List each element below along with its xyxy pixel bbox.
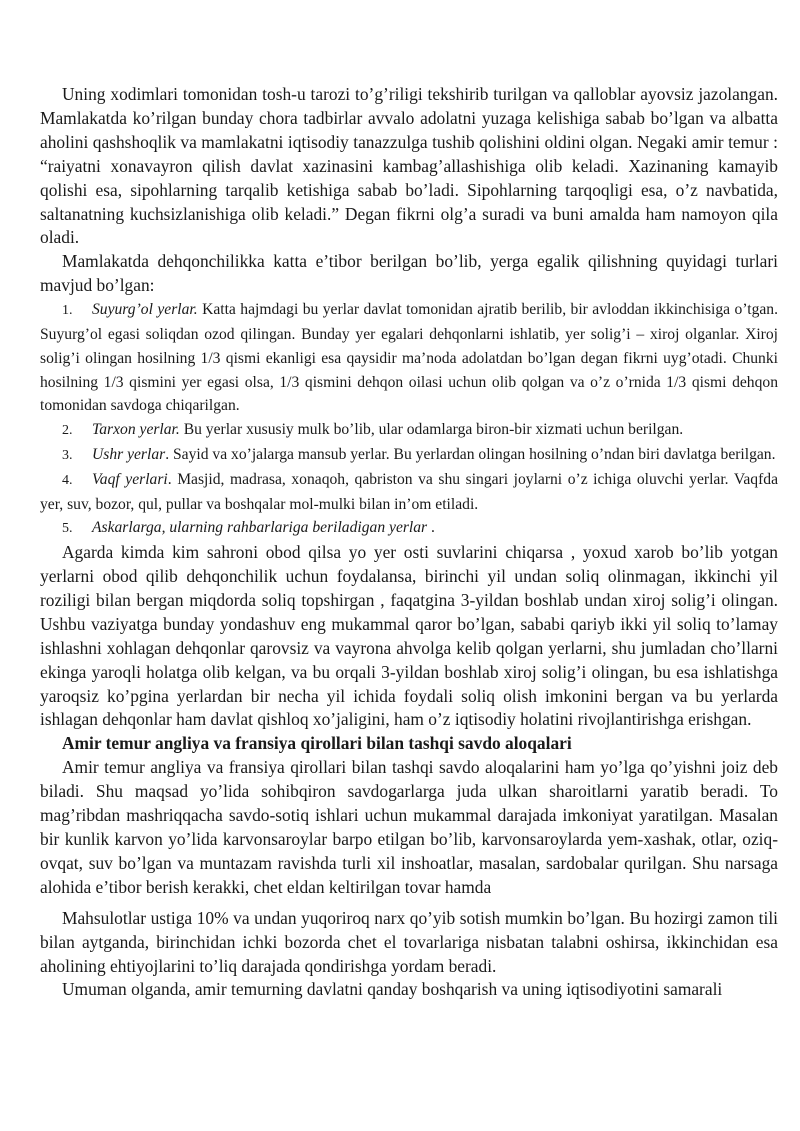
list-text: . Sayid va xo’jalarga mansub yerlar. Bu yerlardan olingan hosilning o’ndan biri davlatga berilgan.: [165, 445, 776, 463]
paragraph-3: Agarda kimda kim sahroni obod qilsa yo yer osti suvlarini chiqarsa , yoxud xarob bo’lib yotgan yerlarni obod qilib dehqonchilik uchun foydalansa, birinchi yil undan soliq olinmagan, ikkinchi yil roziligi bilan bergan miqdorda soliq topshirgan , faqatgina 3-yildan boshlab undan xiroj solig’i olingan. Ushbu vaziyatga bunday yondashuv eng mukammal qaror bo’lgan, sababi qariyb ikki yil soliq to’lamay ishlashni xohlagan dehqonlar qarovsiz va vayrona ahvolga kelib qolgan yerlarni, shu jumladan cho’llarni ekinga yaroqli holatga olib kelgan, va bu orqali 3-yildan boshlab xiroj solig’i olingan, bu esa ishlatishga yaroqsiz ko’pgina yerlardan bir necha yil ichida foydali soliq olish imkonini bergan va bu yerlarda ishlagan dehqonlar ham davlat qishloq xo’jaligini, ham o’z iqtisodiy holatini rivojlantirishga erishgan.: [40, 542, 778, 730]
land-types-list: [40, 298, 778, 541]
list-item: [40, 468, 778, 517]
list-number: 4.: [62, 472, 73, 488]
list-term: Vaqf yerlari: [92, 470, 168, 488]
list-text: .: [427, 519, 435, 537]
document-page: [40, 83, 778, 1002]
list-item: [40, 418, 778, 443]
list-item: [40, 443, 778, 468]
list-text: Bu yerlar xususiy mulk bo’lib, ular odamlarga biron-bir xizmati uchun berilgan.: [179, 421, 684, 439]
list-term: Suyurg’ol yerlar.: [92, 301, 198, 319]
paragraph-gap: [40, 900, 778, 907]
paragraph-1: Uning xodimlari tomonidan tosh-u tarozi to’g’riligi tekshirib turilgan va qalloblar ayovsiz jazolangan. Mamlakatda ko’rilgan bunday chora tadbirlar avvalo adolatni yuzaga kelishiga sabab bo’lgan va albatta aholini qashshoqlik va mamlakatni iqtisodiy tanazzulga tushib qolishini oldini olgan. Negaki amir temur : “raiyatni xonavayron qilish davlat xazinasini kambag’allashishiga olib keladi. Xazinaning kamayib qolishi esa, sipohlarning tarqalib ketishiga sabab bo’ladi. Sipohlarning tarqoqligi esa, o’z navbatida, saltanatning kuchsizlanishiga olib keladi.” Degan fikrni olg’a suradi va buni amalda ham namoyon qila oladi.: [40, 84, 778, 248]
list-text: . Masjid, madrasa, xonaqoh, qabriston va shu singari joylarni o’z ichiga oluvchi yerlar. Vaqfda yer, suv, bozor, qul, pullar va boshqalar mol-mulki bilan in’om etiladi.: [40, 470, 779, 513]
list-term: Tarxon yerlar.: [92, 421, 180, 439]
paragraph-6: Umuman olganda, amir temurning davlatni qanday boshqarish va uning iqtisodiyotini samarali: [62, 979, 723, 1000]
list-number: 1.: [62, 303, 73, 319]
list-text: Katta hajmdagi bu yerlar davlat tomonidan ajratib berilib, bir avloddan ikkinchisiga o’tgan. Suyurg’ol egasi soliqdan ozod qilingan. Bunday yer egalari dehqonlarni ishlatib, yer solig’i – xiroj olganlar. Xiroj solig’i olingan hosilning 1/3 qismi ekanligi esa qaysidir ma’noda adolatdan bo’lgan degan fikrni uyg’otadi. Chunki hosilning 1/3 qismini yer egasi olsa, 1/3 qismini dehqon oilasi uchun olib qolgan va o’z o’rnida 1/3 qismi dehqon tomonidan savdoga chiqarilgan.: [40, 301, 778, 415]
list-number: 2.: [62, 423, 73, 439]
list-item: [40, 298, 778, 418]
list-number: 3.: [62, 447, 73, 463]
list-term: Ushr yerlar: [92, 445, 166, 463]
section-heading: Amir temur angliya va fransiya qirollari bilan tashqi savdo aloqalari: [62, 733, 572, 754]
paragraph-5: Mahsulotlar ustiga 10% va undan yuqoriroq narx qo’yib sotish mumkin bo’lgan. Bu hozirgi zamon tili bilan aytganda, birinchidan ichki bozorda chet el tovarlariga nisbatan talabni oshirsa, ikkinchidan esa aholining ehtiyojlarini to’liq darajada qondirishga yordam beradi.: [40, 907, 778, 976]
list-item: [40, 516, 778, 541]
list-number: 5.: [62, 521, 73, 537]
paragraph-2: Mamlakatda dehqonchilikka katta e’tibor berilgan bo’lib, yerga egalik qilishning quyidagi turlari mavjud bo’lgan:: [40, 251, 778, 296]
paragraph-4: Amir temur angliya va fransiya qirollari bilan tashqi savdo aloqalarini ham yo’lga qo’yishni joiz deb biladi. Shu maqsad yo’lida sohibqiron savdogarlarga juda ulkan sharoitlarni yaratib beradi. To mag’ribdan mashriqqacha savdo-sotiq ishlari uchun mukammal darajada imkoniyat yaratilgan. Masalan bir kunlik karvon yo’lida karvonsaroylar barpo etilgan bo’lib, karvonsaroylarda yem-xashak, otlar, oziq-ovqat, suv bo’lgan va muntazam ravishda turli xil inshoatlar, masalan, sardobalar qurilgan. Shu narsaga alohida e’tibor berish kerakki, chet eldan keltirilgan tovar hamda: [40, 757, 778, 897]
list-term: Askarlarga, ularning rahbarlariga beriladigan yerlar: [92, 519, 428, 537]
